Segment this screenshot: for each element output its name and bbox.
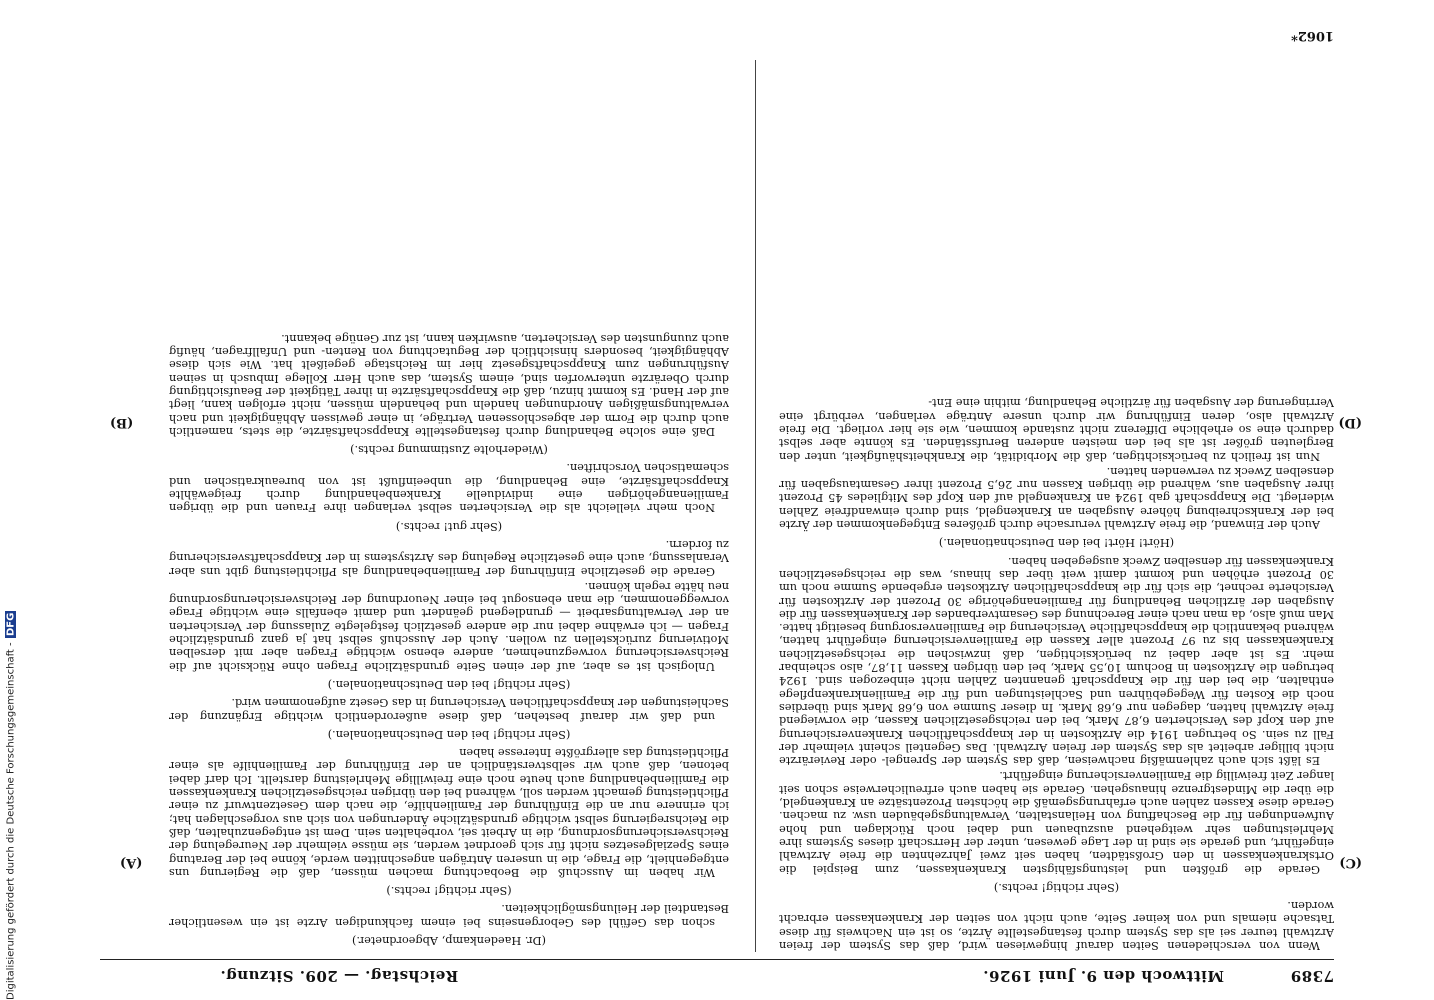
page-number: 7389 [1290, 967, 1334, 985]
dfg-logo: DFG [5, 613, 17, 637]
interjection: (Sehr richtig! rechts.) [993, 880, 1120, 894]
margin-mark-c: (C) [1339, 855, 1362, 870]
column-divider [755, 60, 756, 952]
interjection: (Sehr richtig! rechts.) [386, 884, 512, 898]
speaker-label: (Dr. Haedenkamp, Abgeordneter.) [351, 934, 547, 947]
paragraph: schon das Gefühl des Geborgenseins bei einem fachkundigen Arzte ist ein wesentlicher Bestandteil der Heilungsmöglichkeiten. [169, 902, 729, 929]
margin-mark-a: (A) [120, 855, 143, 870]
credit-text: Digitalisierung gefördert durch die Deutsche Forschungsgemeinschaft - [5, 642, 17, 1000]
interjection: (Wiederholte Zustimmung rechts.) [350, 443, 548, 457]
paragraph: Gerade die gesetzliche Einführung der Familienbehandlung als Pflichtleistung gibt uns aber Veranlassung, auch eine gesetzliche Regelung des Arztsystems in der Knappschaftsversicherung zu fordern. [169, 537, 729, 578]
margin-mark-d: (D) [1338, 415, 1362, 430]
paragraph: Wenn von verschiedenen Seiten darauf hingewiesen wird, daß das System der freien Arztwahl teurer sei als das System durch festangestellte Ärzte, so ist ein Nachweis für diese Tatsache niemals und von keiner Seite, auch nicht von seiten der Krankenkassen erbracht worden. [779, 899, 1334, 952]
page-date: Mittwoch den 9. Juni 1926. [982, 967, 1224, 985]
interjection: (Sehr richtig! bei den Deutschnationalen.) [327, 677, 571, 691]
paragraph: und daß wir darauf bestehen, daß diese außerordentlich wichtige Ergänzung der Sachleistungen der knappschaftlichen Versicherung in das Gesetz aufgenommen wird. [169, 696, 729, 723]
column-right-text [779, 60, 1334, 952]
page-reference: 1062* [1291, 28, 1334, 43]
paragraph: Nun ist freilich zu berücksichtigen, daß die Morbidität, die Krankheitshäufigkeit, unter den Bergleuten größer ist als bei den meisten anderen Berufsständen. Es könnte aber selbst dadurch eine so erhebliche Differenz nicht zustande kommen, wie sie hier vorliegt. Die freie Arztwahl also, deren Einführung wir durch unsere Anträge verlangen, verbürgt eine Verringerung der Ausgaben für ärztliche Behandlung, mithin eine Ent- [779, 396, 1334, 463]
paragraph: Noch mehr vielleicht als die Versicherten selbst verlangen ihre Frauen und die übrigen Familienangehörigen eine individuelle Krankenbehandlung durch freigewählte Knappschaftsärzte, eine Behandlung, die unbeeinflußt ist von bureaukratischen und schematischen Vorschriften. [169, 461, 729, 515]
page-title: Reichstag. — 209. Sitzung. [220, 967, 459, 985]
interjection: (Sehr richtig! bei den Deutschnationalen.) [327, 727, 571, 741]
margin-mark-b: (B) [110, 415, 134, 430]
paragraph: Auch der Einwand, die freie Arztwahl verursache durch größeres Entgegenkommen der Ärzte bei der Krankschreibung höhere Ausgaben an Krankengeld, sind durch einwandfreie Zahlen widerlegt. Die Knappschaft gab 1924 an Krankengeld auf den Kopf des Mitgliedes 45 Prozent ihrer Ausgaben aus, während die übrigen Kassen nur 26,5 Prozent ihrer Gesamtausgaben für denselben Zweck zu verwenden hatten. [779, 464, 1334, 532]
interjection: (Sehr gut! rechts.) [395, 519, 503, 533]
paragraph: Gerade die größten und leistungsfähigsten Krankenkassen, zum Beispiel die Ortskrankenkassen in den Großstädten, haben seit zwei Jahrzehnten die freie Arztwahl eingeführt, und gerade sie sind in der Lage gewesen, unter der Herrschaft dieses Systems ihre Mehrleistungen sehr weitgehend auszubauen und dabei noch Rücklagen und hohe Aufwendungen für die Beschaffung von Heilanstalten, Verwaltungsgebäuden usw. zu machen. Gerade diese Kassen zahlen auch erfahrungsgemäß die höchsten Prozentsätze an Krankengeld, die über die Mindestgrenze hinausgehen. Gerade sie haben auch erfreulicherweise schon seit langer Zeit freiwillig die Familienversicherung eingeführt. [779, 769, 1334, 876]
page-header [100, 964, 1334, 988]
paragraph: Unlogisch ist es aber, auf der einen Seite grundsätzliche Fragen ohne Rücksicht auf die Reichsversicherung vorwegzunehmen, andere ebenso wichtige Fragen aber mit derselben Motivierung zurückstellen zu wollen. Auch der Ausschuß selbst hat ja ganz grundsätzliche Fragen — ich erwähne dabei nur die andere gesetzlich festgelegte Zulassung der Versicherten an der Verwaltungsarbeit — grundlegend geändert und damit ebenfalls eine wichtige Frage vorweggenommen, die man ebensogut bei einer Neuordnung der Reichsversicherungsordnung neu hätte regeln können. [169, 579, 729, 673]
paragraph: Wir haben im Ausschuß die Beobachtung machen müssen, daß die Regierung uns entgegenhielt, die Frage, die in unseren Anträgen angeschnitten werde, könne bei der Beratung eines Spezialgesetzes nicht für sich geordnet werden, sie müsse vielmehr der Neuregelung der Reichsversicherungsordnung, die in Arbeit sei, vorbehalten sein. Dem ist entgegenzuhalten, daß die Reichsregierung selbst wichtige grundsätzliche Änderungen von sich aus vorgeschlagen hat; ich erinnere nur an die Einführung der Familienhilfe, die nach dem Gesetzentwurf zu einer Pflichtleistung gemacht werden soll, während bei den übrigen reichsgesetzlichen Krankenkassen die Familienbehandlung auch heute noch eine freiwillige Mehrleistung darstellt. Ich darf dabei betonen, daß auch wir selbstverständlich an der Einführung der Familienhilfe als einer Pflichtleistung das allergrößte Interesse haben [169, 746, 729, 879]
paragraph: Es läßt sich auch zahlenmäßig nachweisen, daß das System der Sprengel- oder Revierärzte nicht billiger arbeitet als das System der freien Arztwahl. Das Gegenteil scheint vielmehr der Fall zu sein. So betrugen 1914 die Arztkosten in der knappschaftlichen Krankenversicherung auf den Kopf des Versicherten 6,87 Mark, bei den reichsgesetzlichen Kassen, die vorwiegend freie Arztwahl hatten, dagegen nur 6,68 Mark. In dieser Summe von 6,68 Mark sind überdies noch die Kosten für Wegegebühren und Sachleistungen und für die Familienkrankenpflege enthalten, die bei den für die Knappschaft genannten Zahlen nicht einbezogen sind. 1924 betrugen die Arztkosten in Bochum 10,55 Mark, bei den übrigen Kassen 11,87, also scheinbar mehr. Es ist aber dabei zu berücksichtigen, daß inzwischen die reichsgesetzlichen Krankenkassen bis zu 97 Prozent aller Kassen die Familienversicherung eingeführt hatten, während bekanntlich die knappschaftliche Versicherung die Familienversorgung beseitigt hatte. Man muß also, da man nach einer Berechnung des Gesamtverbandes der Krankenkassen für die Ausgaben der ärztlichen Behandlung für Familienangehörige 30 Prozent der Arztkosten für Versicherte rechnet, die sich für die knappschaftlichen Arztkosten ergebende Summe noch um 30 Prozent erhöhen und kommt damit weit über das hinaus, was die reichsgesetzlichen Krankenkassen für denselben Zweck ausgegeben haben. [779, 554, 1334, 768]
interjection: (Hört! Hört! bei den Deutschnationalen.) [938, 536, 1175, 550]
paragraph: Daß eine solche Behandlung durch festangestellte Knappschaftsärzte, die stets, namentlich auch durch die Form der abgeschlossenen Verträge, in einer gewissen Abhängigkeit und nach verwaltungsmäßigen Anordnungen handeln und behandeln müssen, nicht erfolgen kann, liegt auf der Hand. Es kommt hinzu, daß die Knappschaftsärzte in ihrer Tätigkeit der Beaufsichtigung durch Oberärzte unterworfen sind, einem System, das auch Herr Kollege Imbusch in seinen Ausführungen zum Knappschaftsgesetz hier im Reichstage gegeißelt hat. Wie sich diese Abhängigkeit, besonders hinsichtlich der Begutachtung von Renten- und Unfallfragen, häufig auch zuungunsten des Versicherten, auswirken kann, ist zur Genüge bekannt. [169, 331, 729, 438]
header-rule [100, 959, 1334, 960]
column-left-text [169, 60, 729, 952]
